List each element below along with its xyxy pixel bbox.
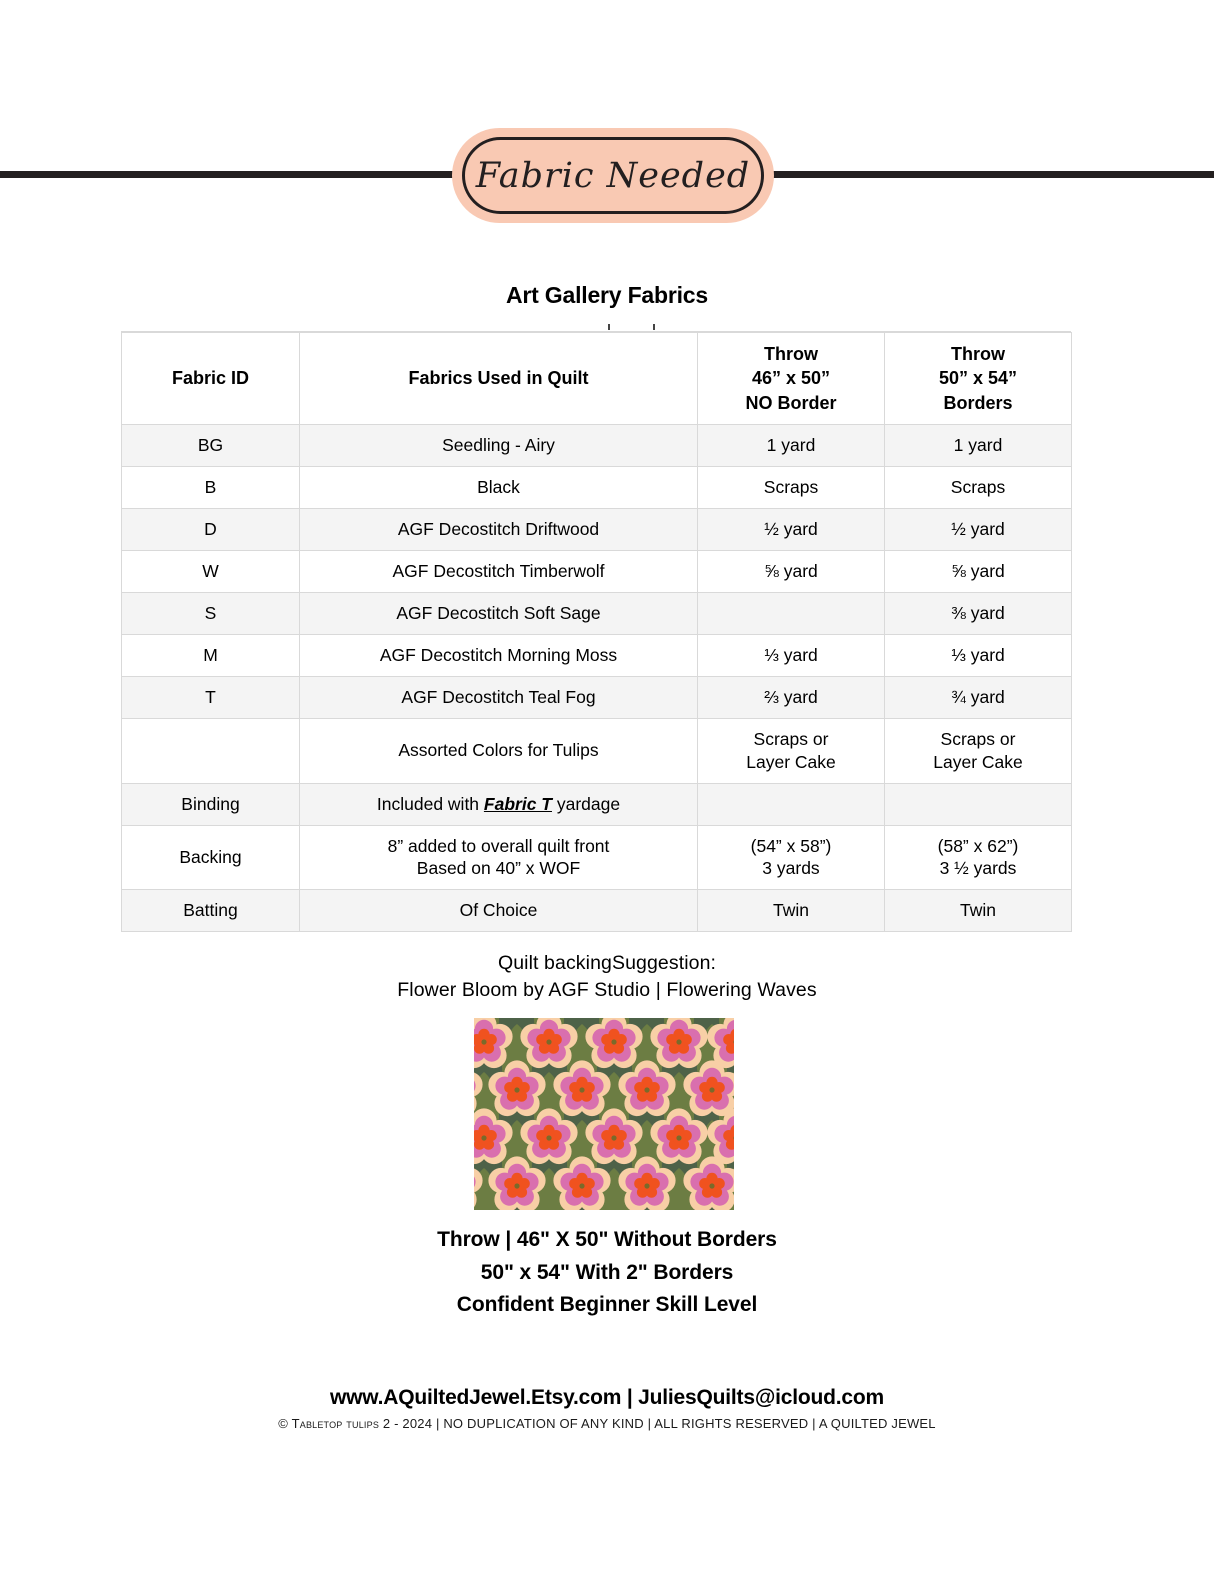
quilt-size-skill-block [0,1224,1214,1322]
cell-yardage-borders [885,719,1072,784]
cell-yardage-no-border: ⅓ yard [698,635,885,677]
table-row [122,509,1072,551]
cell-fabric-id: B [122,467,300,509]
cell-yardage-borders [885,825,1072,890]
quilt-size-line1: Throw | 46" X 50" Without Borders [437,1228,777,1251]
page-footer [0,1386,1214,1431]
cell-fabric-name: Black [300,467,698,509]
yardage-line1: (58” x 62”) [937,835,1019,856]
cell-fabric-name: AGF Decostitch Driftwood [300,509,698,551]
column-header-throw-no-border [698,333,885,425]
cell-yardage-borders: ¾ yard [885,677,1072,719]
table-row [122,783,1072,825]
cell-fabric-name: Assorted Colors for Tulips [300,719,698,784]
cell-yardage-no-border [698,593,885,635]
cell-fabric-id: M [122,635,300,677]
cell-yardage-borders [885,783,1072,825]
cell-fabric-name: Of Choice [300,890,698,932]
yardage-line1: (54” x 58”) [750,835,832,856]
cell-yardage-no-border: ⅝ yard [698,551,885,593]
cell-fabric-id: Backing [122,825,300,890]
table-row [122,551,1072,593]
cell-fabric-id: Binding [122,783,300,825]
table-row [122,890,1072,932]
backing-suggestion-line2: Flower Bloom by AGF Studio | Flowering Waves [397,979,817,1002]
table-row [122,593,1072,635]
cell-yardage-no-border: Scraps [698,467,885,509]
table-row [122,825,1072,890]
yardage-line1: Scraps or [753,729,829,749]
fabric-requirements-table-wrapper [121,322,1071,932]
cell-fabric-id: T [122,677,300,719]
fabric-brand-title: Art Gallery Fabrics [505,282,708,308]
flowering-waves-fabric-swatch [474,1018,734,1210]
throw-b-line1: Throw [951,344,1005,365]
throw-a-line1: Throw [764,344,818,365]
column-header-fabrics-used: Fabrics Used in Quilt [300,333,698,425]
cell-fabric-name: AGF Decostitch Morning Moss [300,635,698,677]
backing-note-line1: 8” added to overall quilt front [387,835,610,856]
cell-yardage-borders: ½ yard [885,509,1072,551]
cell-fabric-id: Batting [122,890,300,932]
quilt-size-line2: 50" x 54" With 2" Borders [480,1260,734,1284]
footer-contact-line[interactable]: www.AQuiltedJewel.Etsy.com | JuliesQuilts@icloud.com [330,1386,884,1409]
throw-b-line3: Borders [943,392,1013,413]
table-row [122,719,1072,784]
cell-fabric-name: AGF Decostitch Timberwolf [300,551,698,593]
cell-yardage-borders: 1 yard [885,425,1072,467]
cell-fabric-id: W [122,551,300,593]
fabric-requirements-table [121,332,1072,932]
table-row [122,635,1072,677]
throw-b-line2: 50” x 54” [938,368,1018,389]
yardage-line2: 3 ½ yards [939,858,1017,879]
yardage-line1: Scraps or [940,729,1016,749]
yardage-line2: Layer Cake [746,751,836,772]
binding-note-emphasis: Fabric T [483,793,552,814]
table-ghost-row [121,322,1071,332]
cell-fabric-id [122,719,300,784]
table-header-row [122,333,1072,425]
footer-copyright-line: © Tabletop tulips 2 - 2024 | NO DUPLICATION OF ANY KIND | ALL RIGHTS RESERVED | A QUILTED JEWEL [278,1416,936,1431]
ghost-tick-mark-1 [608,324,610,330]
cell-fabric-name: Seedling - Airy [300,425,698,467]
page-header-banner [0,0,1214,240]
backing-suggestion-line1: Quilt backingSuggestion: [497,952,717,974]
cell-yardage-no-border: 1 yard [698,425,885,467]
backing-note-line2: Based on 40” x WOF [416,858,581,879]
throw-a-line3: NO Border [745,392,837,413]
cell-yardage-no-border: Twin [698,890,885,932]
cell-yardage-no-border [698,783,885,825]
binding-note-prefix: Included with [376,793,484,814]
table-row [122,677,1072,719]
cell-fabric-id: S [122,593,300,635]
yardage-line2: Layer Cake [933,751,1023,772]
page-title: Fabric Needed [475,155,751,196]
cell-yardage-no-border: ½ yard [698,509,885,551]
table-row [122,467,1072,509]
table-row [122,425,1072,467]
cell-yardage-borders: ⅝ yard [885,551,1072,593]
quilt-skill-level: Confident Beginner Skill Level [456,1293,758,1317]
yardage-line2: 3 yards [762,858,820,879]
fabric-swatch-graphic [474,1018,734,1210]
cell-fabric-id: D [122,509,300,551]
cell-yardage-borders: Twin [885,890,1072,932]
throw-a-line2: 46” x 50” [751,368,831,389]
backing-suggestion-note [0,950,1214,1005]
cell-yardage-borders: ⅓ yard [885,635,1072,677]
cell-yardage-no-border: ⅔ yard [698,677,885,719]
cell-fabric-id: BG [122,425,300,467]
column-header-throw-borders [885,333,1072,425]
cell-yardage-no-border [698,719,885,784]
cell-yardage-borders: ⅜ yard [885,593,1072,635]
cell-yardage-no-border [698,825,885,890]
binding-note-suffix: yardage [551,793,621,814]
cell-fabric-name [300,825,698,890]
cell-fabric-name: AGF Decostitch Teal Fog [300,677,698,719]
column-header-fabric-id: Fabric ID [122,333,300,425]
cell-fabric-name: AGF Decostitch Soft Sage [300,593,698,635]
cell-yardage-borders: Scraps [885,467,1072,509]
ghost-tick-mark-2 [653,324,655,330]
cell-fabric-name [300,783,698,825]
